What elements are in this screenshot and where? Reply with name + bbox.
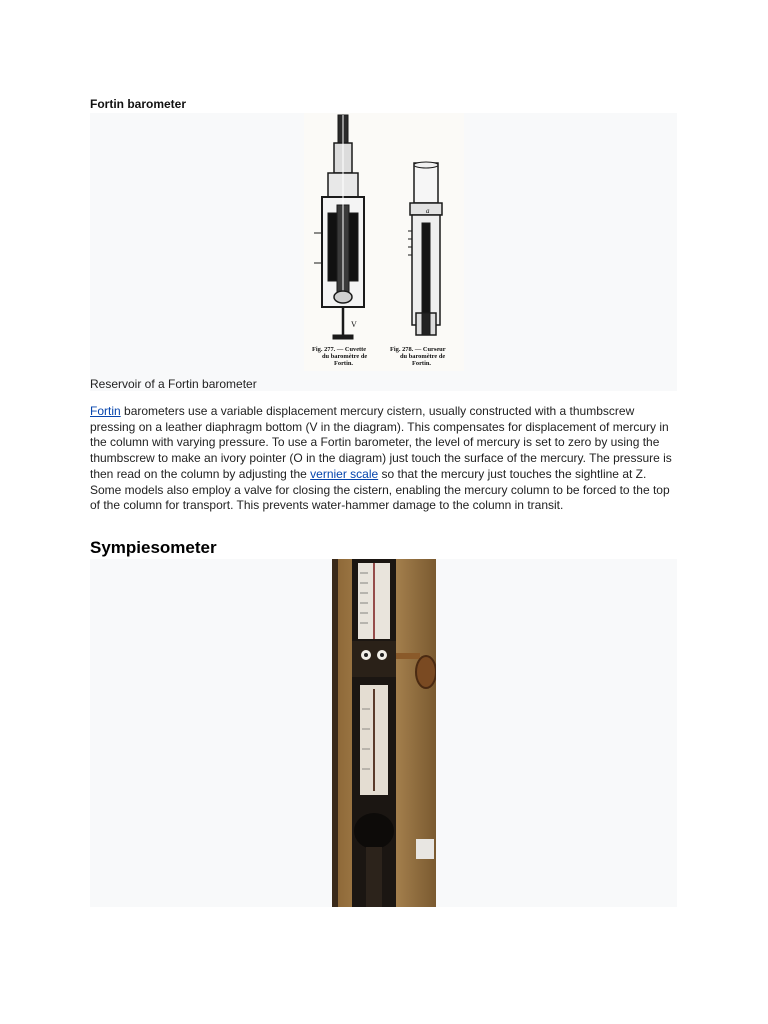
fig277-caption-line3: Fortin.: [334, 360, 353, 367]
sympiesometer-photo: [332, 559, 436, 907]
image-caption: Reservoir of a Fortin barometer: [90, 377, 257, 391]
fortin-paragraph: [90, 404, 675, 514]
fig277-caption-line1: Fig. 277. — Cuvette: [312, 346, 367, 353]
fig278-caption-line1: Fig. 278. — Curseur: [390, 346, 446, 353]
sympiesometer-figure: [90, 559, 677, 907]
curseur-drawing: [408, 162, 442, 335]
fig277-caption-line2: du baromètre de: [322, 353, 368, 360]
fig-marker-a: a: [426, 207, 430, 215]
fig278-caption-line3: Fortin.: [412, 360, 431, 367]
section-heading-sympiesometer: Sympiesometer: [90, 538, 217, 557]
fortin-link[interactable]: Fortin: [90, 404, 121, 418]
section-title-fortin-barometer: Fortin barometer: [90, 97, 187, 111]
fig278-caption-line2: du baromètre de: [400, 353, 446, 360]
fig-marker-v: V: [351, 320, 357, 329]
vernier-scale-link[interactable]: vernier scale: [310, 466, 379, 481]
fortin-barometer-engraving: [304, 113, 464, 371]
paragraph-text-part2: so that the mercury just touches the sightline at Z. Some models also employ a valve for closing the cistern, enabling the mercury column to be forced to the top of the column for transport. This prevents water-hammer damage to the column in transit.: [90, 466, 670, 513]
fortin-figure: [90, 113, 677, 391]
paragraph-text-part1: barometers use a variable displacement mercury cistern, usually constructed with a thumbscrew pressing on a leather diaphragm bottom (V in the diagram). This compensates for displacement of mercury in the column with varying pressure. To use a Fortin barometer, the level of mercury is set to zero by using the thumbscrew to make an ivory pointer (O in the diagram) just touch the surface of the mercury. The pressure is then read on the column by adjusting the: [90, 404, 672, 481]
cuvette-drawing: [314, 115, 364, 339]
